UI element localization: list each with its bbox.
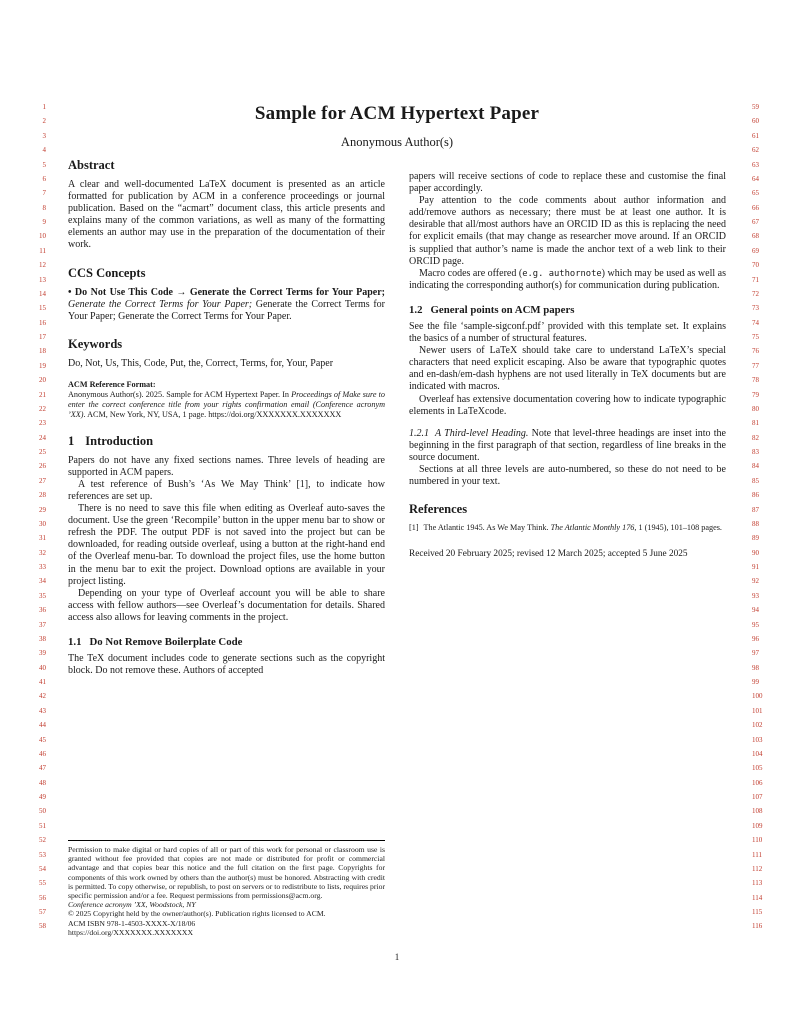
intro-paragraph-3: There is no need to save this file when editing as Overleaf auto-saves the document. Use the green ‘Recompile’ button in the upper menu bar to show or refresh the PDF. The output PDF is not saved into the project but can be downloaded, for reading outside overleaf, using a button at the right-hand end of the Overleaf menu-bar. To download the project files, use the home button in the menu bar to exit the project. Download options are available in your project listing. — [68, 503, 385, 587]
line-number: 61 — [752, 131, 759, 140]
line-number: 29 — [39, 505, 46, 514]
line-number: 93 — [752, 591, 759, 600]
copyright-footnote-block — [68, 840, 385, 937]
permission-run2: . — [320, 890, 323, 900]
reference-label: [1] — [409, 523, 419, 533]
line-number: 66 — [752, 203, 759, 212]
line-number: 34 — [39, 577, 46, 586]
line-number: 9 — [42, 218, 46, 226]
line-number: 39 — [39, 649, 46, 658]
footnote-doi-link[interactable]: https://doi.org/XXXXXXX.XXXXXXX — [68, 927, 193, 937]
reference-run2: , 1 (1945), 101–108 pages. — [634, 523, 722, 533]
line-number: 67 — [752, 218, 759, 226]
two-column-body — [68, 158, 726, 937]
line-number: 81 — [752, 419, 759, 428]
line-number: 54 — [39, 864, 46, 873]
line-number: 13 — [39, 275, 46, 284]
line-number: 79 — [752, 390, 759, 399]
line-number: 97 — [752, 649, 759, 658]
line-number: 22 — [39, 404, 46, 413]
section-title: Do Not Remove Boilerplate Code — [89, 635, 243, 648]
line-number: 55 — [39, 879, 46, 888]
line-number: 98 — [752, 663, 759, 672]
reference-item — [409, 523, 726, 533]
section-1-2-1-paragraph-2: Sections at all three levels are auto-numbered, so these do not need to be numbered in your text. — [409, 463, 726, 488]
line-number: 90 — [752, 548, 759, 557]
macro-run1: Macro codes are offered ( — [419, 267, 523, 279]
line-number: 72 — [752, 289, 759, 298]
line-number: 64 — [752, 174, 759, 183]
line-number: 47 — [39, 764, 46, 773]
keywords-text: Do, Not, Us, This, Code, Put, the, Correct, Terms, for, Your, Paper — [68, 357, 334, 369]
line-number: 15 — [39, 304, 46, 313]
intro-paragraph-2 — [68, 479, 385, 503]
line-number: 75 — [752, 333, 759, 341]
keywords-heading: Keywords — [68, 336, 123, 351]
line-number: 46 — [39, 749, 46, 758]
references-heading: References — [409, 502, 468, 517]
line-number: 56 — [39, 893, 46, 902]
line-number: 83 — [752, 448, 759, 456]
introduction-heading — [68, 434, 385, 449]
line-number: 80 — [752, 404, 759, 413]
line-number: 19 — [39, 361, 46, 370]
citation-link[interactable]: [1] — [296, 478, 309, 490]
line-number: 6 — [42, 174, 46, 183]
line-number: 40 — [39, 663, 46, 672]
line-number: 33 — [39, 563, 46, 571]
abstract-heading: Abstract — [68, 158, 115, 172]
line-number: 32 — [39, 548, 46, 557]
line-number: 107 — [752, 793, 763, 801]
macro-run2: ) which may be used as well as indicating the corresponding author(s) for communication during publication. — [409, 267, 726, 291]
authornote-macro-code: e.g. authornote — [522, 268, 602, 279]
conference-info: Conference acronym ’XX, Woodstock, NY — [68, 900, 196, 910]
line-number: 28 — [39, 491, 46, 500]
footnote-rule — [68, 840, 385, 841]
reference-journal: The Atlantic Monthly 176 — [550, 523, 635, 533]
line-number: 84 — [752, 462, 759, 471]
intro-p2-run1: A test reference of Bush’s ‘As We May Think’ — [78, 478, 297, 490]
section-number: 1.1 — [68, 635, 82, 648]
ccs-normal-run: Generate the Correct Terms for Your Paper; Generate the Correct Terms for Your Paper. — [68, 298, 385, 322]
line-number: 41 — [39, 678, 46, 686]
line-number: 58 — [39, 922, 46, 931]
line-number: 92 — [752, 577, 759, 586]
received-dates-line: Received 20 February 2025; revised 12 March 2025; accepted 5 June 2025 — [409, 549, 688, 560]
line-number: 57 — [39, 908, 46, 916]
line-number: 44 — [39, 721, 46, 730]
line-number: 36 — [39, 606, 46, 615]
intro-paragraph-1: Papers do not have any fixed sections names. Three levels of heading are supported in ACM papers. — [68, 454, 385, 478]
section-title: Introduction — [85, 433, 154, 448]
section-1-2-paragraph-3: Overleaf has extensive documentation covering how to indicate typographic elements in LaTeXcode. — [409, 393, 726, 417]
line-number: 114 — [752, 893, 763, 902]
page-number: 1 — [394, 952, 400, 962]
paper-header — [0, 103, 794, 150]
line-number: 25 — [39, 448, 46, 456]
line-number: 95 — [752, 620, 759, 629]
line-number: 38 — [39, 634, 46, 643]
line-number: 116 — [752, 922, 763, 931]
isbn-line: ACM ISBN 978-1-4503-XXXX-X/18/06 — [68, 918, 196, 928]
line-number: 45 — [39, 735, 46, 744]
ccs-bold-run: • Do Not Use This Code → Generate the Correct Terms for Your Paper; — [68, 286, 385, 298]
line-numbers-left — [30, 100, 46, 934]
line-number: 74 — [752, 318, 759, 327]
line-number: 68 — [752, 232, 759, 241]
continuation-paragraph-2: Pay attention to the code comments about author information and add/remove authors as necessary; there must be at least one author. It is desirable that all/most authors have an ORCID ID as this is replacing the need for explicit emails (that may change as researcher move around. If an ORCID is supplied that author’s name is made the anchor text of a web link to their ORCID page. — [409, 195, 726, 267]
line-number: 20 — [39, 376, 46, 385]
ccs-italic-run: Generate the Correct Terms for Your Paper; — [68, 298, 253, 310]
line-number: 35 — [39, 591, 46, 600]
section-number: 1.2.1 — [409, 427, 429, 439]
section-number: 1.2 — [409, 303, 423, 316]
line-number: 26 — [39, 462, 46, 471]
ccs-text — [68, 287, 385, 323]
ccs-heading: CCS Concepts — [68, 265, 146, 280]
line-number: 86 — [752, 491, 759, 500]
abstract-text: A clear and well-documented LaTeX document is presented as an article formatted for publication by ACM in a conference proceedings or journal publication. Based on the “acmart” document class, this article presents and explains many of the common variations, as well as many of the formatting elements an author may use in the preparation of the documentation of their work. — [68, 179, 385, 251]
line-number: 11 — [39, 246, 46, 255]
line-number: 23 — [39, 419, 46, 428]
line-number: 30 — [39, 519, 46, 528]
line-number: 109 — [752, 821, 763, 830]
line-number: 16 — [39, 318, 46, 327]
line-number: 17 — [39, 333, 46, 341]
section-1-1-heading — [68, 636, 385, 648]
line-number: 1 — [42, 103, 46, 111]
acm-ref-doi-link[interactable]: https://doi.org/XXXXXXX.XXXXXXX — [208, 409, 342, 419]
section-1-2-heading — [409, 304, 726, 316]
permissions-email-link[interactable]: permissions@acm.org — [251, 890, 321, 900]
line-number: 37 — [39, 620, 46, 629]
line-number: 48 — [39, 778, 46, 787]
line-number: 104 — [752, 749, 763, 758]
line-number: 101 — [752, 706, 763, 715]
paper-title: Sample for ACM Hypertext Paper — [254, 103, 540, 124]
paper-authors: Anonymous Author(s) — [340, 135, 454, 149]
line-number: 2 — [42, 117, 46, 126]
line-number: 102 — [752, 721, 763, 730]
line-number: 105 — [752, 764, 763, 773]
line-number: 77 — [752, 361, 759, 370]
line-number: 69 — [752, 246, 759, 255]
line-number: 63 — [752, 160, 759, 169]
line-number: 31 — [39, 534, 46, 543]
section-1-1-paragraph: The TeX document includes code to generate sections such as the copyright block. Do not remove these. Authors of accepted — [68, 652, 385, 677]
line-number: 24 — [39, 433, 46, 442]
copyright-line: © 2025 Copyright held by the owner/author(s). Publication rights licensed to ACM. — [68, 909, 326, 919]
line-number: 113 — [752, 879, 763, 888]
line-number: 8 — [42, 203, 46, 212]
line-number: 53 — [39, 850, 46, 859]
line-number: 110 — [752, 836, 763, 845]
line-number: 59 — [752, 103, 759, 111]
line-number: 88 — [752, 519, 759, 528]
line-number: 52 — [39, 836, 46, 845]
left-column — [68, 158, 385, 937]
line-number: 76 — [752, 347, 759, 356]
section-1-2-paragraph-1: See the file ‘sample-sigconf.pdf’ provided with this template set. It explains the basics of a number of structural features. — [409, 320, 726, 345]
section-1-2-paragraph-2: Newer users of LaTeX should take care to understand LaTeX’s special characters that need explicit escaping. Also be aware that typographic quotes and en-dash/em-dash hyphens are not used literally in TeX documents but are indicated with macros. — [409, 345, 726, 393]
reference-list — [409, 523, 726, 533]
right-column — [409, 158, 726, 937]
continuation-paragraph-1: papers will receive sections of code to replace these and customise the final paper accordingly. — [409, 171, 726, 195]
line-number: 7 — [42, 189, 46, 198]
section-number: 1 — [68, 433, 75, 448]
line-number: 14 — [39, 289, 46, 298]
line-number: 99 — [752, 678, 759, 686]
line-number: 12 — [39, 261, 46, 270]
line-number: 112 — [752, 864, 763, 873]
line-number: 89 — [752, 534, 759, 543]
line-number: 18 — [39, 347, 46, 356]
line-number: 85 — [752, 476, 759, 485]
line-number: 115 — [752, 908, 763, 916]
line-number: 4 — [42, 146, 46, 155]
line-number: 71 — [752, 275, 759, 284]
line-number: 51 — [39, 821, 46, 830]
line-number: 42 — [39, 692, 46, 701]
line-number: 106 — [752, 778, 763, 787]
acm-ref-run2: . ACM, New York, NY, USA, 1 page. — [83, 409, 209, 419]
acm-ref-italic-run: Proceedings of Make sure to enter the correct conference title from your rights confirmation email (Conference acronym ’XX) — [68, 389, 385, 419]
acm-reference-format-text — [68, 390, 385, 420]
line-number: 94 — [752, 606, 759, 615]
intro-paragraph-4: Depending on your type of Overleaf account you will be able to share access with fellow authors—see Overleaf’s documentation for details. Shared access also allows for leaving comments in the project. — [68, 587, 385, 623]
reference-run1: The Atlantic 1945. As We May Think. — [423, 523, 551, 533]
line-number: 100 — [752, 692, 763, 701]
line-number: 49 — [39, 793, 46, 801]
line-number: 108 — [752, 807, 763, 816]
line-number: 91 — [752, 563, 759, 571]
continuation-paragraph-3 — [409, 268, 726, 292]
intro-p2-run2: , to indicate how references are set up. — [68, 478, 386, 502]
permission-statement — [68, 845, 385, 900]
line-number: 3 — [42, 131, 46, 140]
line-number: 87 — [752, 505, 759, 514]
line-number: 27 — [39, 476, 46, 485]
line-number: 5 — [42, 160, 46, 169]
line-number: 43 — [39, 706, 46, 715]
section-1-2-1-runin-heading: A Third-level Heading. — [435, 427, 529, 439]
line-number: 103 — [752, 735, 763, 744]
line-number: 82 — [752, 433, 759, 442]
line-number: 96 — [752, 634, 759, 643]
line-number: 21 — [39, 390, 46, 399]
permission-run1: Permission to make digital or hard copies of all or part of this work for personal or classroom use is granted without fee provided that copies are not made or distributed for profit or commercial advantage and that copies bear this notice and the full citation on the first page. Copyrights for components of this work owned by others than the author(s) must be honored. Abstracting with credit is permitted. To copy otherwise, or republish, to post on servers or to redistribute to lists, requires prior specific permission and/or a fee. Request permissions from — [68, 844, 385, 900]
line-number: 65 — [752, 189, 759, 198]
section-1-2-1-paragraph — [409, 428, 726, 464]
line-number: 10 — [39, 232, 46, 241]
acm-reference-format-heading: ACM Reference Format: — [68, 379, 156, 389]
line-number: 78 — [752, 376, 759, 385]
line-number: 60 — [752, 117, 759, 126]
line-number: 62 — [752, 146, 759, 155]
line-number: 73 — [752, 304, 759, 313]
section-1-2-1-text: Note that level-three headings are inset into the beginning in the first paragraph of that section, regardless of line breaks in the source document. — [409, 427, 726, 463]
line-number: 50 — [39, 807, 46, 816]
line-number: 111 — [752, 850, 762, 859]
acm-ref-run1: Anonymous Author(s). 2025. Sample for ACM Hypertext Paper. In — [68, 389, 292, 399]
line-numbers-right — [752, 100, 770, 934]
section-title: General points on ACM papers — [430, 303, 575, 316]
line-number: 70 — [752, 261, 759, 270]
